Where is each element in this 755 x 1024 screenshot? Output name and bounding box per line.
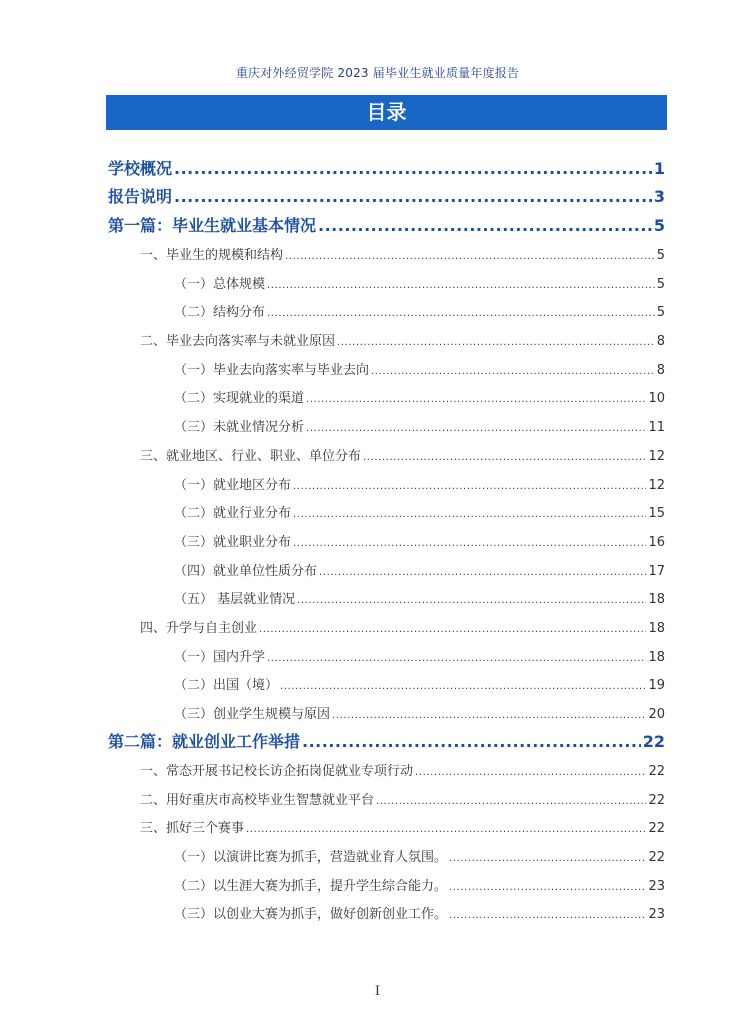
- toc-entry-part-one[interactable]: 第一篇：毕业生就业基本情况 ..... 5: [108, 213, 665, 236]
- toc-entry-subsection[interactable]: （二）以生涯大赛为抓手，提升学生综合能力。 ..... 23: [174, 875, 665, 894]
- toc-entry-subsection[interactable]: （二）实现就业的渠道 ..... 10: [174, 387, 665, 406]
- toc-entry-subsection[interactable]: （一）就业地区分布 ..... 12: [174, 474, 665, 493]
- toc-entry-section-3[interactable]: 三、抓好三个赛事 ..... 22: [140, 817, 665, 836]
- toc-entry-section-2[interactable]: 二、用好重庆市高校毕业生智慧就业平台 ..... 22: [140, 789, 665, 808]
- toc-entry-subsection[interactable]: （一）毕业去向落实率与毕业去向 ..... 8: [174, 359, 665, 378]
- toc-entry-subsection[interactable]: （三）以创业大赛为抓手，做好创新创业工作。 ..... 23: [174, 903, 665, 922]
- toc-entry-school-overview[interactable]: 学校概况 ..... 1: [108, 156, 665, 179]
- toc-entry-subsection[interactable]: （三）创业学生规模与原因 ..... 20: [174, 703, 665, 722]
- toc-title: 目录: [106, 95, 667, 130]
- toc-entry-section-1[interactable]: 一、毕业生的规模和结构 ..... 5: [140, 244, 665, 263]
- toc-entry-section-4[interactable]: 四、升学与自主创业 ..... 18: [140, 617, 665, 636]
- toc-entry-subsection[interactable]: （一）以演讲比赛为抓手，营造就业育人氛围。 ..... 22: [174, 846, 665, 865]
- toc-entry-section-3[interactable]: 三、就业地区、行业、职业、单位分布 ..... 12: [140, 445, 665, 464]
- running-header: 重庆对外经贸学院 2023 届毕业生就业质量年度报告: [235, 66, 520, 80]
- toc-entry-subsection[interactable]: （三）就业职业分布 ..... 16: [174, 531, 665, 550]
- toc-entry-subsection[interactable]: （二）出国（境） ..... 19: [174, 674, 665, 693]
- toc-entry-subsection[interactable]: （一）总体规模 ..... 5: [174, 273, 665, 292]
- page-number: I: [374, 984, 381, 999]
- toc-entry-section-2[interactable]: 二、毕业去向落实率与未就业原因 ..... 8: [140, 330, 665, 349]
- toc-entry-part-two[interactable]: 第二篇：就业创业工作举措 ..... 22: [108, 729, 665, 752]
- toc-entry-subsection[interactable]: （二）结构分布 ..... 5: [174, 301, 665, 320]
- toc-entry-subsection[interactable]: （五） 基层就业情况 ..... 18: [174, 588, 665, 607]
- toc-entry-subsection[interactable]: （三）未就业情况分析 ..... 11: [174, 416, 665, 435]
- toc-entry-report-notes[interactable]: 报告说明 ..... 3: [108, 184, 665, 207]
- toc-entry-subsection[interactable]: （四）就业单位性质分布 ..... 17: [174, 560, 665, 579]
- toc-entry-subsection[interactable]: （一）国内升学 ..... 18: [174, 646, 665, 665]
- toc-entry-section-1[interactable]: 一、常态开展书记校长访企拓岗促就业专项行动 ..... 22: [140, 760, 665, 779]
- toc-entry-subsection[interactable]: （二）就业行业分布 ..... 15: [174, 502, 665, 521]
